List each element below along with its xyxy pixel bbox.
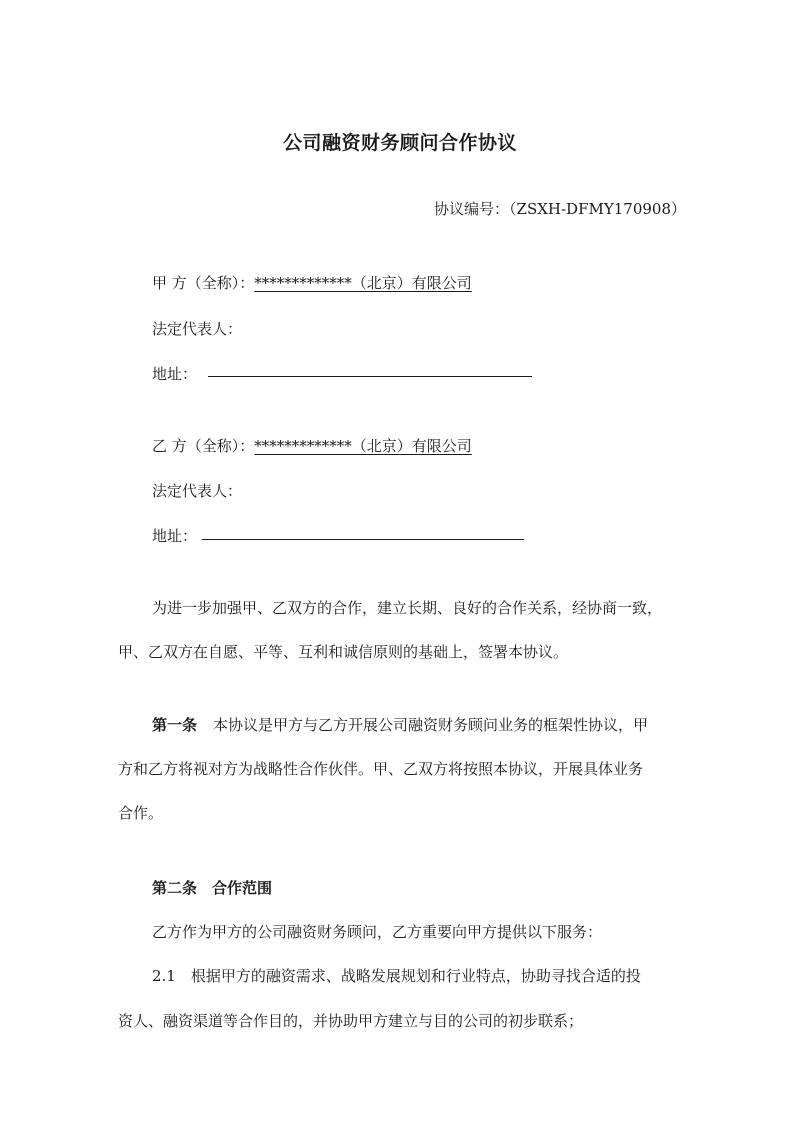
party-b-address-line [152,525,197,547]
party-a-address-blank [208,376,532,377]
clause-2-1-line-1: 2.1 根据甲方的融资需求、战略发展规划和行业特点，协助寻找合适的投 [152,967,641,985]
preamble-line-1: 为进一步加强甲、乙双方的合作，建立长期、良好的合作关系，经协商一致， [152,599,663,617]
party-a-name: *************（北京）有限公司 [254,274,472,292]
party-a-line [152,272,472,294]
party-b-label: 乙 方（全称）： [152,437,255,455]
article-1-heading: 第一条 [152,716,198,734]
article-2-heading: 第二条 合作范围 [152,879,273,897]
article-1-line-1 [152,714,648,736]
preamble-line-2: 甲、乙双方在自愿、平等、互利和诚信原则的基础上，签署本协议。 [118,643,569,661]
party-a-label: 甲 方（全称）： [152,274,255,292]
clause-2-1-line-2: 资人、融资渠道等合作目的，并协助甲方建立与目的公司的初步联系； [118,1012,584,1030]
party-a-address-label: 地址： [152,365,198,383]
party-b-name: *************（北京）有限公司 [254,437,472,455]
party-b-legal-rep: 法定代表人： [152,482,243,500]
party-a-legal-rep: 法定代表人： [152,320,243,338]
party-b-address-blank [202,539,524,540]
party-a-address-line [152,363,197,385]
party-b-address-label: 地址： [152,527,198,545]
document-title: 公司融资财务顾问合作协议 [282,132,517,154]
article-1-line-3: 合作。 [118,804,164,822]
article-1-text: 本协议是甲方与乙方开展公司融资财务顾问业务的框架性协议，甲 [213,716,649,734]
article-1-line-2: 方和乙方将视对方为战略性合作伙伴。甲、乙双方将按照本协议，开展具体业务 [118,760,644,778]
agreement-number: 协议编号：（ZSXH-DFMY170908） [434,200,686,218]
party-b-line [152,435,472,457]
article-2-intro: 乙方作为甲方的公司融资财务顾问，乙方重要向甲方提供以下服务： [152,923,603,941]
